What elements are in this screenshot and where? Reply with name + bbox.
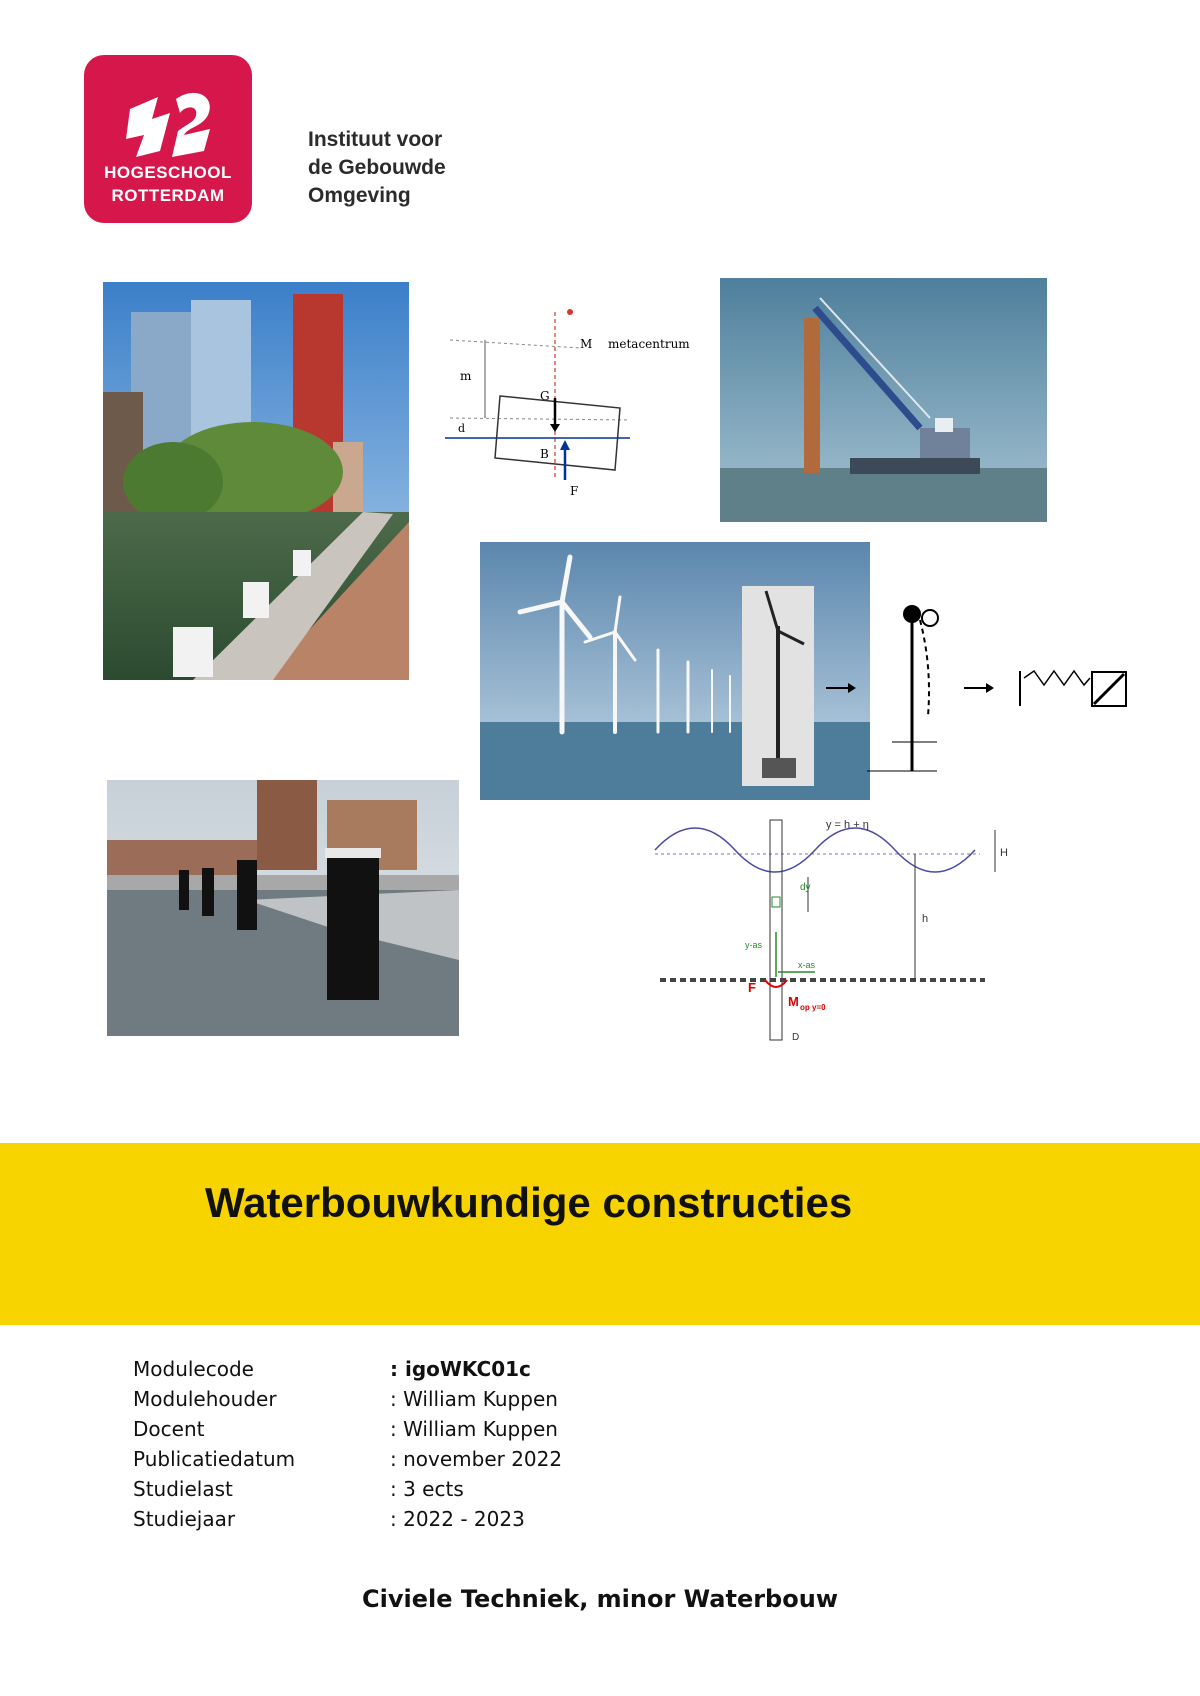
logo-mark-icon (118, 79, 218, 169)
label-metacentrum: metacentrum (608, 337, 690, 351)
info-value: : 2022 - 2023 (390, 1507, 525, 1531)
info-value: : 3 ects (390, 1477, 464, 1501)
info-label: Studielast (133, 1477, 233, 1501)
label-D: D (792, 1032, 800, 1043)
label-G: G (540, 389, 550, 403)
info-value: : igoWKC01c (390, 1357, 531, 1381)
info-row-studiejaar (133, 1507, 562, 1537)
info-row-publicatiedatum (133, 1447, 562, 1477)
logo-line-1: HOGESCHOOL (104, 163, 232, 182)
document-title: Waterbouwkundige constructies (205, 1179, 853, 1226)
diagram-wave-load (650, 812, 1010, 1052)
title-band (0, 1143, 1200, 1325)
institute-line-2: de Gebouwde (308, 156, 446, 179)
logo-line-2: ROTTERDAM (111, 186, 225, 205)
label-M-sub: op y=0 (800, 1003, 826, 1012)
label-y-axis: y-as (745, 940, 763, 950)
info-label: Publicatiedatum (133, 1447, 296, 1471)
info-label: Docent (133, 1417, 205, 1441)
info-row-modulehouder (133, 1387, 562, 1417)
label-m: m (460, 369, 472, 383)
info-label: Modulecode (133, 1357, 254, 1381)
diagram-turbine-schematic (742, 586, 1127, 786)
info-label: Studiejaar (133, 1507, 236, 1531)
info-value: : november 2022 (390, 1447, 563, 1471)
label-h: h (922, 913, 929, 925)
module-info (133, 1357, 562, 1537)
photo-crane-vessel (720, 278, 1047, 522)
info-value: : William Kuppen (390, 1387, 558, 1411)
label-B: B (540, 447, 549, 461)
label-d: d (458, 422, 466, 435)
info-value: : William Kuppen (390, 1417, 558, 1441)
label-H: H (1000, 847, 1008, 859)
label-y-surface: y = h + η (826, 819, 869, 831)
programme-footer: Civiele Techniek, minor Waterbouw (362, 1585, 838, 1613)
label-dy: dy (800, 882, 811, 893)
photo-rotterdam-quay (103, 282, 409, 680)
info-row-studielast (133, 1477, 562, 1507)
institute-line-1: Instituut voor (308, 128, 443, 151)
photo-mooring-posts (107, 780, 459, 1036)
hogeschool-rotterdam-logo (84, 55, 252, 223)
label-M: M (580, 337, 593, 351)
info-row-docent (133, 1417, 562, 1447)
institute-name (308, 126, 446, 210)
diagram-floating-stability (430, 300, 690, 500)
label-x-axis: x-as (798, 960, 816, 970)
label-F: F (570, 484, 579, 498)
institute-line-3: Omgeving (308, 184, 411, 207)
label-F: F (748, 980, 756, 995)
label-M: M (788, 994, 799, 1009)
info-row-modulecode (133, 1357, 562, 1387)
info-label: Modulehouder (133, 1387, 277, 1411)
